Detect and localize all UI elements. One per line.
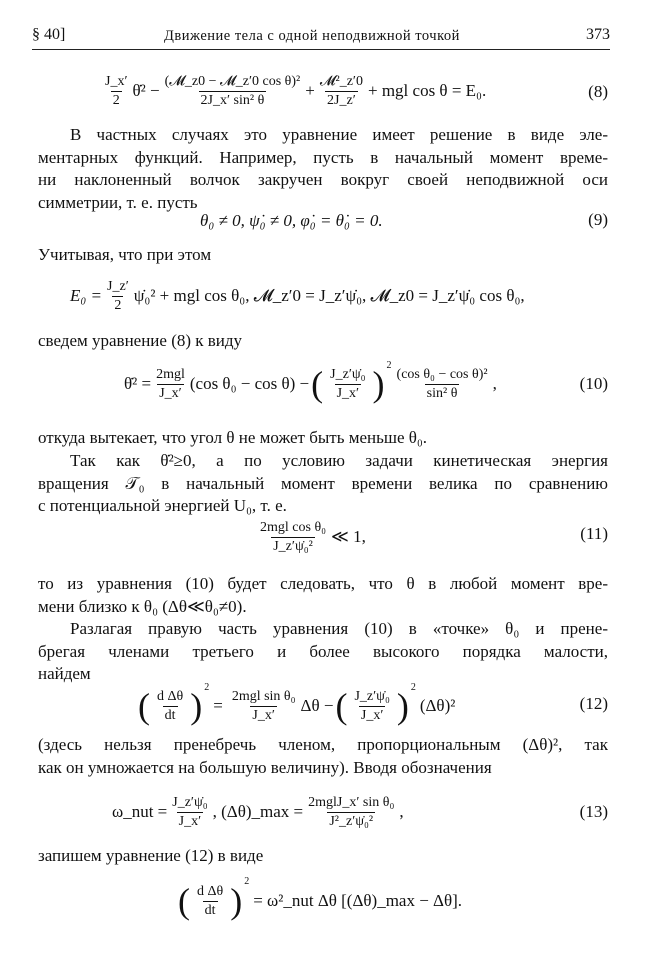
eq12-frac2: $\frac{\text{2mgl sin θ₀}}{J\_x'}$ (231, 688, 296, 723)
equation-8: $\frac{J\_x'}{2}$ θ̇² − $\frac{\text{(𝓜\_z0 − 𝓜\_z′0 cos θ)²}}{\text{2J\_x′ sin² θ}}$ + $\frac{\text{𝓜²\_z′0}}{2J\_z'}$ + mgl cos θ = E₀. (105, 73, 487, 108)
eq8-frac3: $\frac{\text{𝓜²\_z′0}}{2J\_z'}$ (319, 73, 363, 108)
eq8-frac1: $\frac{J\_x'}{2}$ (105, 73, 128, 108)
equation-10: θ̇² = $\frac{\text{2mgl}}{J\_x'}$ (cos θ₀ − cos θ) − ( $\frac{\text{J\_z′ψ̇₀}}{J\_x'}$ ) $^2$ $\frac{\text{(cos θ₀ − cos θ)²}}{\text{sin² θ}}$ , (124, 360, 497, 404)
eq12-frac3: $\frac{\text{J\_z′ψ̇₀}}{J\_x'}$ (354, 688, 390, 723)
paragraph-8: (здесь нельзя пренебречь членом, пропорциональным (Δθ)², так как он умножается на большую величину). Вводя обозначения (38, 735, 608, 777)
eq11-frac: $\frac{\text{2mgl cos θ₀}}{\text{J\_z′ψ̇₀²}}$ (260, 519, 327, 554)
equation-12: ( $\frac{\text{d Δθ}}{dt}$ ) $^2$ = $\frac{\text{2mgl sin θ₀}}{J\_x'}$ Δθ − ( $\frac{\text{J\_z′ψ̇₀}}{J\_x'}$ ) $^2$ (Δθ)² (138, 682, 456, 726)
paragraph-4: откуда вытекает, что угол θ не может быть меньше θ₀. (38, 428, 428, 447)
page-number: 373 (586, 26, 610, 43)
eqE-frac: $\frac{J\_z'}{2}$ (107, 278, 129, 313)
header-rule (32, 49, 610, 50)
paragraph-7: Разлагая правую часть уравнения (10) в «точке» θ₀ и прене- брегая членами третьего и более высокого порядка малости, найдем (38, 619, 608, 683)
paragraph-5: Так как θ̇²≥0, а по условию задачи кинетическая энергия вращения 𝒯₀ в начальный момент времени велика по сравнению с потенциальной энергией U₀, т. е. (38, 451, 608, 515)
paragraph-1: В частных случаях это уравнение имеет решение в виде эле- ментарных функций. Например, пусть в начальный момент време- ни наклоненный волчок закручен вокруг своей неподвижной оси симметрии, т. е. пусть (38, 125, 608, 212)
equation-8-number: (8) (588, 82, 608, 101)
equation-13-number: (13) (579, 802, 608, 821)
paragraph-3: сведем уравнение (8) к виду (38, 331, 243, 350)
running-title: Движение тела с одной неподвижной точкой (164, 28, 460, 44)
eq12-frac1: $\frac{\text{d Δθ}}{dt}$ (157, 688, 184, 723)
equation-9-number: (9) (588, 210, 608, 229)
running-header (32, 24, 610, 48)
equation-11-number: (11) (580, 524, 608, 543)
equation-energy: E₀ = $\frac{J\_z'}{2}$ ψ̇₀² + mgl cos θ₀, 𝓜_z′0 = J_z′ψ̇₀, 𝓜_z0 = J_z′ψ̇₀ cos θ₀, (70, 278, 525, 313)
eq10-frac2: $\frac{\text{J\_z′ψ̇₀}}{J\_x'}$ (330, 366, 366, 401)
paragraph-6: то из уравнения (10) будет следовать, что θ в любой момент вре- мени близко к θ₀ (Δθ≪θ₀≠0). (38, 574, 608, 616)
equation-final: ( $\frac{\text{d Δθ}}{dt}$ ) $^2$ = ω²_nut Δθ [(Δθ)_max − Δθ]. (178, 876, 463, 921)
eq13-frac2: $\frac{\text{2mglJ\_x′ sin θ₀}}{\text{J²\_z′ψ̇₀²}}$ (308, 794, 395, 829)
eq10-frac3: $\frac{\text{(cos θ₀ − cos θ)²}}{\text{sin² θ}}$ (396, 366, 488, 401)
equation-11: $\frac{\text{2mgl cos θ₀}}{\text{J\_z′ψ̇₀²}}$ ≪ 1, (260, 519, 366, 554)
equation-13: ω_nut = $\frac{\text{J\_z′ψ̇₀}}{J\_x'}$ , (Δθ)_max = $\frac{\text{2mglJ\_x′ sin θ₀}}{\text{J²\_z′ψ̇₀²}}$ , (112, 794, 404, 829)
equation-12-number: (12) (579, 694, 608, 713)
eq8-frac2: $\frac{\text{(𝓜\_z0 − 𝓜\_z′0 cos θ)²}}{\text{2J\_x′ sin² θ}}$ (164, 73, 301, 108)
section-reference: § 40] (32, 26, 66, 43)
equation-9: θ₀ ≠ 0, ψ̇₀ ≠ 0, φ̇₀ = θ̇₀ = 0. (200, 211, 383, 230)
equation-10-number: (10) (579, 374, 608, 393)
eq10-frac1: $\frac{\text{2mgl}}{J\_x'}$ (156, 366, 185, 401)
paragraph-2: Учитывая, что при этом (38, 245, 212, 264)
paragraph-9: запишем уравнение (12) в виде (38, 846, 264, 865)
eqLast-frac: $\frac{\text{d Δθ}}{dt}$ (197, 883, 224, 918)
eq13-frac1: $\frac{\text{J\_z′ψ̇₀}}{J\_x'}$ (172, 794, 208, 829)
